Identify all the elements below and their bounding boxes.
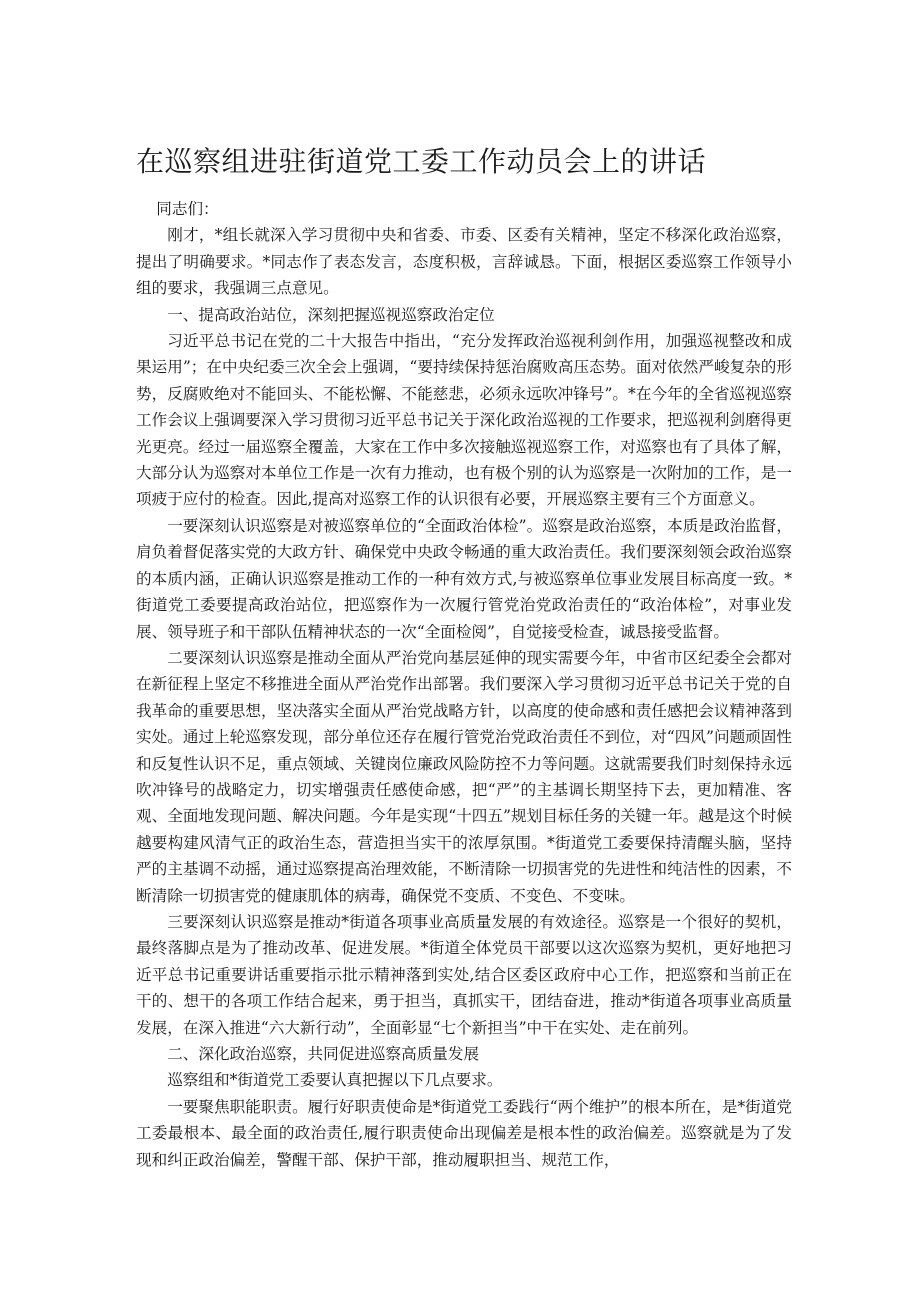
paragraph: 一要聚焦职能职责。履行好职责使命是*街道党工委践行“两个维护”的根本所在，是*街道党工委最根本、最全面的政治责任,履行职责使命出现偏差是根本性的政治偏差。巡察就是为了发现和纠正政治偏差，警醒干部、保护干部，推动履职担当、规范工作， [136, 1097, 792, 1169]
paragraph: 一要深刻认识巡察是对被巡察单位的“全面政治体检”。巡察是政治巡察，本质是政治监督，肩负着督促落实党的大政方针、确保党中央政令畅通的重大政治责任。我们要深刻领会政治巡察的本质内涵，正确认识巡察是推动工作的一种有效方式,与被巡察单位事业发展目标高度一致。*街道党工委要提高政治站位，把巡察作为一次履行管党治党政治责任的“政治体检”，对事业发展、领导班子和干部队伍精神状态的一次“全面检阅”，自觉接受检查，诚恳接受监督。 [136, 516, 792, 641]
salutation: 同志们： [156, 200, 219, 218]
paragraph: 二要深刻认识巡察是推动全面从严治党向基层延伸的现实需要今年，中省市区纪委全会都对在新征程上坚定不移推进全面从严治党作出部署。我们要深入学习贯彻习近平总书记关于党的自我革命的重要思想，坚决落实全面从严治党战略方针，以高度的使命感和责任感把会议精神落到实处。通过上轮巡察发现，部分单位还存在履行管党治党政治责任不到位，对“四风”问题顽固性和反复性认识不足，重点领域、关键岗位廉政风险防控不力等问题。这就需要我们时刻保持永远吹冲锋号的战略定力，切实增强责任感使命感，把“严”的主基调长期坚持下去，更加精准、客观、全面地发现问题、解决问题。今年是实现“十四五”规划目标任务的关键一年。越是这个时候越要构建风清气正的政治生态，营造担当实干的浓厚氛围。*街道党工委要保持清醒头脑，坚持严的主基调不动摇，通过巡察提高治理效能，不断清除一切损害党的先进性和纯洁性的因素，不断清除一切损害党的健康肌体的病毒，确保党不变质、不变色、不变味。 [136, 648, 792, 905]
paragraph: 巡察组和*街道党工委要认真把握以下几点要求。 [167, 1071, 503, 1090]
paragraph-intro: 刚才，*组长就深入学习贯彻中央和省委、市委、区委有关精神，坚定不移深化政治巡察，提出了明确要求。*同志作了表态发言，态度积极，言辞诚恳。下面，根据区委巡察工作领导小组的要求，我强调三点意见。 [136, 226, 792, 298]
document-title: 在巡察组进驻街道党工委工作动员会上的讲话 [136, 145, 707, 178]
section-heading-1: 一、提高政治站位，深刻把握巡视巡察政治定位 [167, 305, 495, 324]
paragraph: 习近平总书记在党的二十大报告中指出，“充分发挥政治巡视利剑作用，加强巡视整改和成果运用”；在中央纪委三次全会上强调，“要持续保持惩治腐败高压态势。面对依然严峻复杂的形势，反腐败绝对不能回头、不能松懈、不能慈悲，必须永远吹冲锋号”。*在今年的全省巡视巡察工作会议上强调要深入学习贯彻习近平总书记关于深化政治巡视的工作要求，把巡视利剑磨得更光更亮。经过一届巡察全覆盖，大家在工作中多次接触巡视巡察工作，对巡察也有了具体了解，大部分认为巡察对本单位工作是一次有力推动，也有极个别的认为巡察是一次附加的工作，是一项疲于应付的检查。因此,提高对巡察工作的认识很有必要，开展巡察主要有三个方面意义。 [136, 332, 792, 509]
paragraph: 三要深刻认识巡察是推动*街道各项事业高质量发展的有效途径。巡察是一个很好的契机，最终落脚点是为了推动改革、促进发展。*街道全体党员干部要以这次巡察为契机，更好地把习近平总书记重要讲话重要指示批示精神落到实处,结合区委区政府中心工作，把巡察和当前正在干的、想干的各项工作结合起来，勇于担当，真抓实干，团结奋进，推动*街道各项事业高质量发展，在深入推进“六大新行动”，全面彰显“七个新担当”中干在实处、走在前列。 [136, 912, 792, 1037]
document-body [136, 196, 792, 1173]
section-heading-2: 二、深化政治巡察，共同促进巡察高质量发展 [167, 1045, 480, 1063]
